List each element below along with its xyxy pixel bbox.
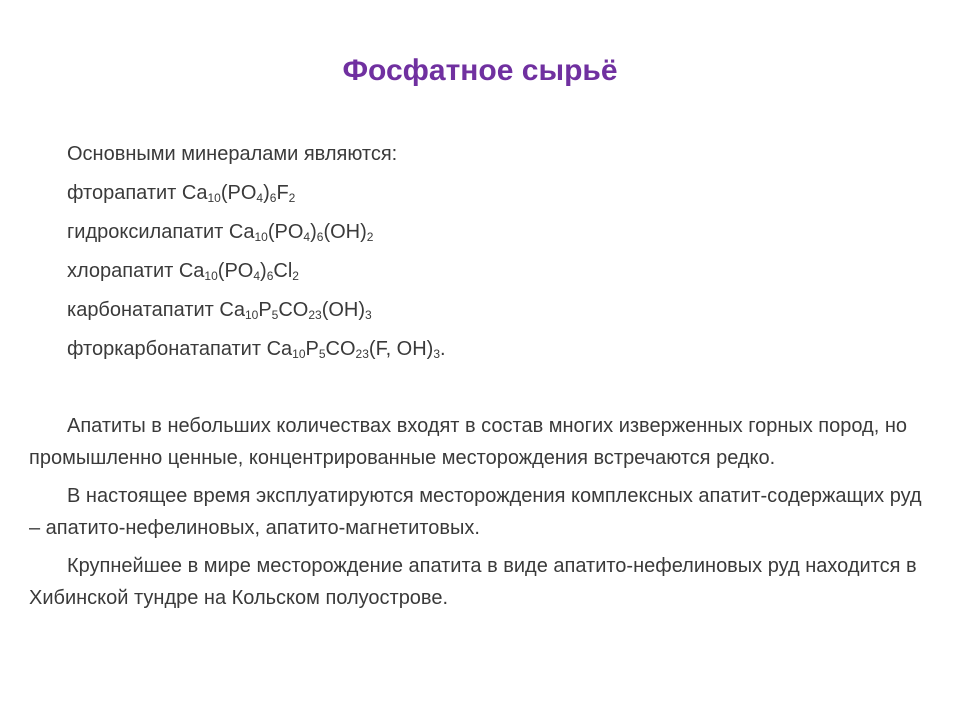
paragraph-deposits: В настоящее время эксплуатируются месторождения комплексных апатит-содержащих руд – апатито-нефелиновых, апатито-магнетитовых. [29, 485, 922, 539]
formula-part: Cl [273, 260, 293, 282]
formula-part: Ca [178, 260, 205, 282]
formula-part: (PO [267, 221, 304, 243]
formula-subscript: 2 [366, 230, 374, 244]
formula-subscript: 2 [288, 191, 296, 205]
mineral-formula [182, 182, 295, 204]
mineral-item [67, 298, 927, 322]
mineral-formula [219, 299, 371, 321]
formula-subscript: 4 [253, 269, 261, 283]
paragraph-khibiny: Крупнейшее в мире месторождение апатита в виде апатито-нефелиновых руд находится в Хибинской тундре на Кольском полуострове. [29, 555, 917, 609]
formula-part: Ca [228, 221, 255, 243]
formula-part: Ca [219, 299, 245, 321]
formula-part: (OH) [321, 299, 366, 321]
mineral-item [67, 259, 927, 283]
formula-subscript: 2 [292, 269, 299, 283]
formula-part: CO [325, 338, 356, 360]
body-text [29, 410, 934, 620]
formula-part: (F, OH) [368, 338, 434, 360]
mineral-name: фторапатит [67, 182, 177, 204]
formula-subscript: 10 [244, 308, 259, 322]
mineral-item [67, 220, 927, 244]
formula-part: ) [263, 182, 270, 204]
formula-subscript: 4 [256, 191, 264, 205]
mineral-name: карбонатапатит [67, 299, 214, 321]
formula-part: Ca [266, 338, 293, 360]
mineral-name: гидроксилапатит [67, 221, 224, 243]
formula-part: P [258, 299, 272, 321]
mineral-formula [267, 338, 446, 360]
formula-subscript: 23 [355, 347, 369, 361]
mineral-name: хлорапатит [67, 260, 174, 282]
formula-part: F [276, 182, 289, 204]
formula-subscript: 6 [266, 269, 274, 283]
formula-subscript: 6 [269, 191, 277, 205]
mineral-formula [229, 221, 374, 243]
formula-part: (OH) [323, 221, 367, 243]
mineral-formula [179, 260, 299, 282]
formula-subscript: 3 [365, 308, 372, 322]
formula-subscript: 5 [318, 347, 326, 361]
formula-subscript: 6 [316, 230, 324, 244]
formula-part: (PO [220, 182, 257, 204]
formula-part: (PO [217, 260, 254, 282]
formula-subscript: 10 [204, 269, 218, 283]
formula-subscript: 10 [207, 191, 221, 205]
formula-part: ) [260, 260, 267, 282]
formula-part: P [305, 338, 319, 360]
mineral-item [67, 337, 927, 361]
formula-subscript: 5 [271, 308, 279, 322]
slide-title: Фосфатное сырьё [342, 54, 618, 87]
formula-part: ) [310, 221, 317, 243]
minerals-intro: Основными минералами являются: [67, 143, 398, 165]
formula-part: Ca [181, 182, 208, 204]
minerals-list [67, 142, 927, 376]
mineral-name: фторкарбонатапатит [67, 338, 262, 360]
paragraph-apatites: Апатиты в небольших количествах входят в состав многих изверженных горных пород, но промышленно ценные, концентрированные месторождения встречаются редко. [29, 415, 907, 469]
formula-subscript: 23 [308, 308, 322, 322]
formula-part: CO [278, 299, 309, 321]
mineral-item [67, 181, 927, 205]
formula-part: . [440, 338, 446, 360]
formula-subscript: 10 [254, 230, 268, 244]
formula-subscript: 10 [292, 347, 306, 361]
formula-subscript: 3 [433, 347, 441, 361]
formula-subscript: 4 [303, 230, 311, 244]
